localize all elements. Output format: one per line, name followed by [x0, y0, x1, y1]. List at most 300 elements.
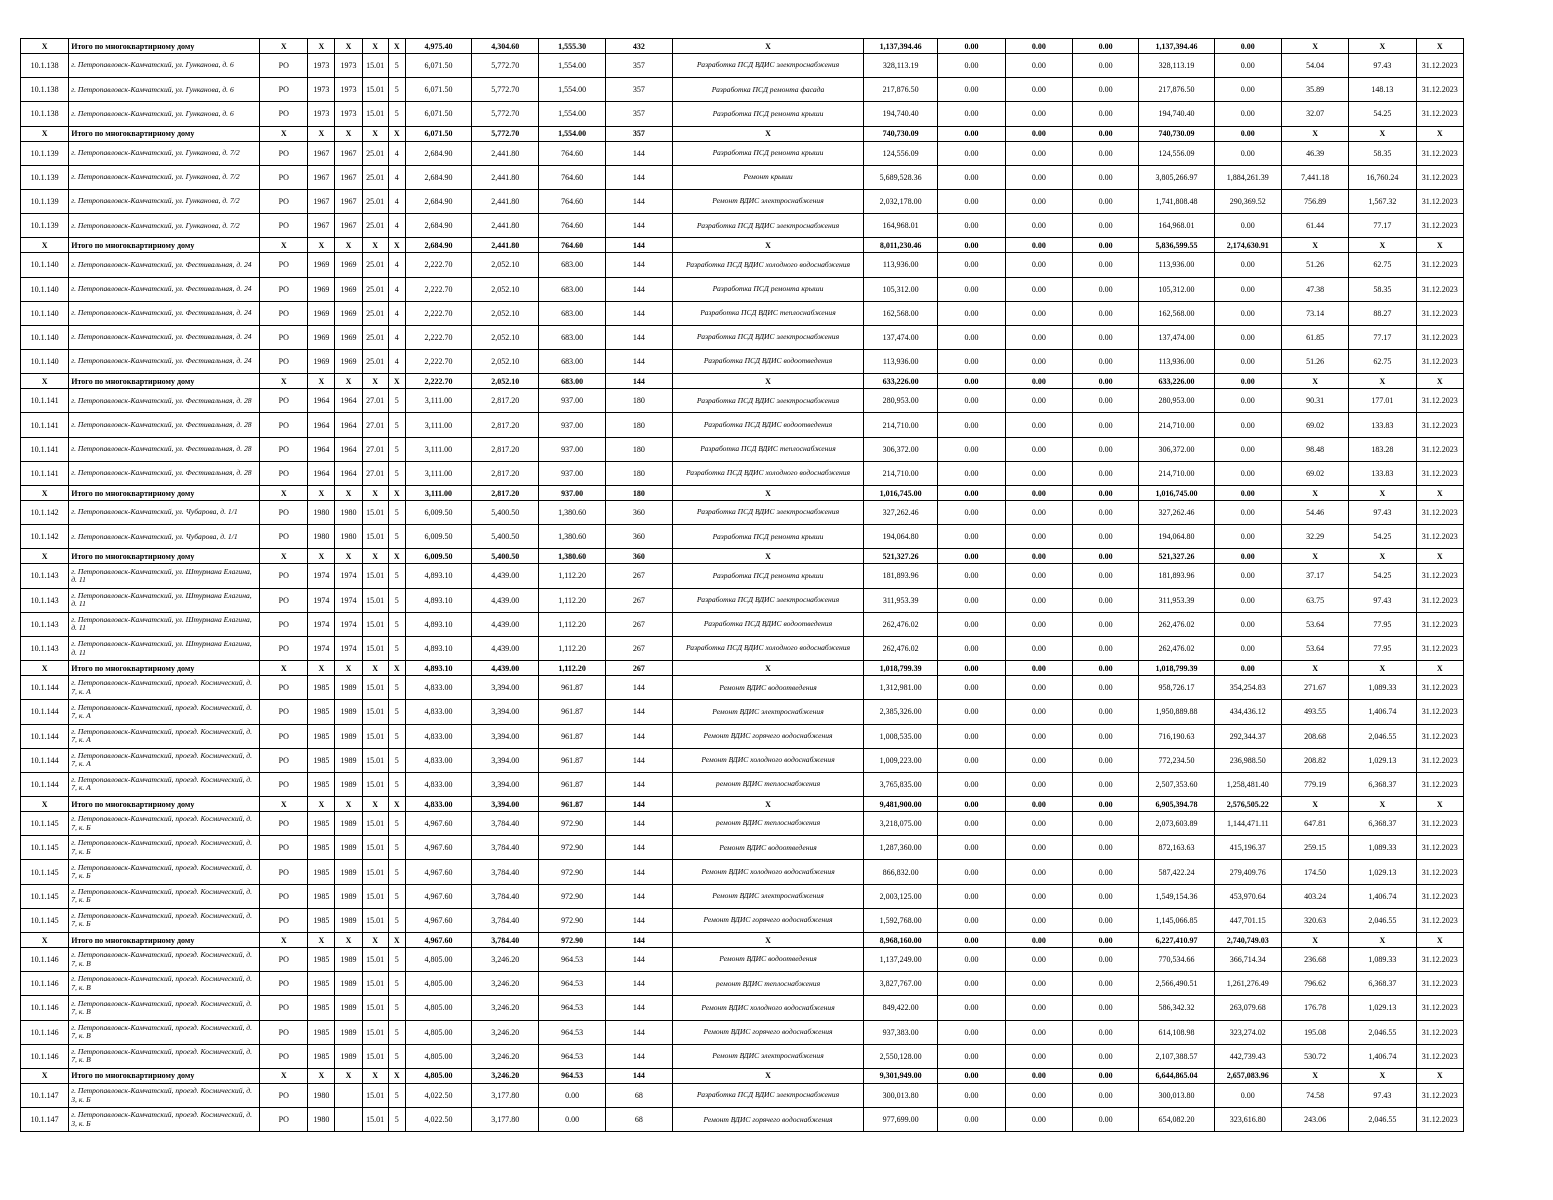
cell-limit-cost: 183.28 [1349, 437, 1416, 461]
cell-living-area: 3,246.20 [472, 1068, 539, 1083]
table-row [21, 772, 1464, 796]
cell-commission-year: 1969 [335, 301, 362, 325]
cell-total-area: 6,071.50 [405, 102, 471, 126]
cell-municipal-funds: 0.00 [1072, 126, 1138, 141]
cell-federal-funds: 0.00 [938, 277, 1005, 301]
cell-limit-cost: 2,046.55 [1349, 1108, 1416, 1132]
cell-regional-funds: 0.00 [1005, 860, 1072, 884]
cell-address: Итого по многоквартирному дому [69, 374, 260, 389]
cell-wall-material: 27.01 [362, 413, 388, 437]
table-row [21, 996, 1464, 1020]
cell-other-funds: 0.00 [1214, 461, 1281, 485]
cell-living-area: 3,784.40 [472, 812, 539, 836]
cell-commission-year: 1989 [335, 812, 362, 836]
cell-municipal-funds: 0.00 [1072, 1044, 1138, 1068]
cell-regional-funds: 0.00 [1005, 549, 1072, 564]
cell-total-cost: 866,832.00 [863, 860, 937, 884]
cell-total-area: 4,022.50 [405, 1108, 471, 1132]
cell-deadline: X [1416, 374, 1463, 389]
cell-owner-funds: 214,710.00 [1139, 461, 1214, 485]
cell-floors: X [388, 486, 405, 501]
cell-total-area: 4,967.60 [405, 836, 471, 860]
cell-municipal-funds: 0.00 [1072, 1108, 1138, 1132]
cell-residents: 180 [605, 486, 672, 501]
cell-living-area: 2,441.80 [472, 238, 539, 253]
cell-residents: 144 [605, 189, 672, 213]
cell-total-cost: 181,893.96 [863, 564, 937, 588]
cell-nonliving-area: 972.90 [539, 812, 605, 836]
cell-wall-material: 15.01 [362, 525, 388, 549]
cell-floors: X [388, 126, 405, 141]
cell-address: Итого по многоквартирному дому [69, 486, 260, 501]
cell-owner-funds: 633,226.00 [1139, 374, 1214, 389]
cell-federal-funds: 0.00 [938, 1020, 1005, 1044]
cell-federal-funds: 0.00 [938, 141, 1005, 165]
cell-total-area: 4,893.10 [405, 612, 471, 636]
cell-deadline: 31.12.2023 [1416, 884, 1463, 908]
cell-other-funds: 0.00 [1214, 636, 1281, 660]
cell-limit-cost: 133.83 [1349, 413, 1416, 437]
cell-unit-cost: X [1281, 374, 1348, 389]
cell-floors: 4 [388, 325, 405, 349]
cell-address: Итого по многоквартирному дому [69, 1068, 260, 1083]
cell-regional-funds: 0.00 [1005, 1083, 1072, 1107]
cell-owner-funds: 1,018,799.39 [1139, 661, 1214, 676]
cell-municipal-funds: 0.00 [1072, 1068, 1138, 1083]
cell-owner-funds: 311,953.39 [1139, 588, 1214, 612]
cell-residents: 144 [605, 797, 672, 812]
cell-owner-type: РО [260, 588, 308, 612]
cell-total-cost: 306,372.00 [863, 437, 937, 461]
cell-regional-funds: 0.00 [1005, 141, 1072, 165]
cell-federal-funds: 0.00 [938, 860, 1005, 884]
cell-owner-funds: 772,234.50 [1139, 748, 1214, 772]
cell-nonliving-area: 683.00 [539, 277, 605, 301]
cell-floors: 4 [388, 165, 405, 189]
cell-residents: 360 [605, 525, 672, 549]
cell-commission-year: 1969 [335, 350, 362, 374]
cell-other-funds: 453,970.64 [1214, 884, 1281, 908]
cell-build-year: 1964 [308, 389, 335, 413]
cell-municipal-funds: 0.00 [1072, 214, 1138, 238]
cell-limit-cost: X [1349, 549, 1416, 564]
cell-deadline: 31.12.2023 [1416, 564, 1463, 588]
cell-regional-funds: 0.00 [1005, 39, 1072, 54]
cell-deadline: 31.12.2023 [1416, 189, 1463, 213]
cell-regional-funds: 0.00 [1005, 748, 1072, 772]
cell-total-cost: 124,556.09 [863, 141, 937, 165]
cell-other-funds: 0.00 [1214, 325, 1281, 349]
cell-limit-cost: 2,046.55 [1349, 908, 1416, 932]
cell-deadline: 31.12.2023 [1416, 972, 1463, 996]
cell-wall-material: 15.01 [362, 1108, 388, 1132]
cell-other-funds: 263,079.68 [1214, 996, 1281, 1020]
cell-deadline: 31.12.2023 [1416, 350, 1463, 374]
cell-row-number: 10.1.145 [21, 836, 69, 860]
cell-deadline: 31.12.2023 [1416, 1083, 1463, 1107]
cell-federal-funds: 0.00 [938, 549, 1005, 564]
cell-owner-type: РО [260, 189, 308, 213]
cell-regional-funds: 0.00 [1005, 700, 1072, 724]
cell-municipal-funds: 0.00 [1072, 797, 1138, 812]
cell-residents: 144 [605, 700, 672, 724]
cell-federal-funds: 0.00 [938, 525, 1005, 549]
cell-deadline: 31.12.2023 [1416, 948, 1463, 972]
cell-total-area: 2,222.70 [405, 277, 471, 301]
cell-other-funds: 2,576,505.22 [1214, 797, 1281, 812]
cell-address: г. Петропавловск-Камчатский, ул. Гунканова, д. 6 [69, 78, 260, 102]
cell-owner-funds: 217,876.50 [1139, 78, 1214, 102]
cell-address: Итого по многоквартирному дому [69, 549, 260, 564]
total-row [21, 933, 1464, 948]
table-row [21, 78, 1464, 102]
cell-living-area: 3,784.40 [472, 860, 539, 884]
cell-municipal-funds: 0.00 [1072, 253, 1138, 277]
cell-regional-funds: 0.00 [1005, 165, 1072, 189]
cell-deadline: 31.12.2023 [1416, 636, 1463, 660]
cell-owner-funds: 262,476.02 [1139, 612, 1214, 636]
cell-owner-type: РО [260, 884, 308, 908]
cell-work-type: Ремонт ВДИС водоотведения [673, 836, 864, 860]
cell-floors: 5 [388, 588, 405, 612]
cell-owner-funds: 587,422.24 [1139, 860, 1214, 884]
cell-limit-cost: 77.95 [1349, 636, 1416, 660]
cell-unit-cost: X [1281, 39, 1348, 54]
cell-nonliving-area: 972.90 [539, 933, 605, 948]
cell-deadline: 31.12.2023 [1416, 437, 1463, 461]
cell-living-area: 3,246.20 [472, 948, 539, 972]
cell-other-funds: 2,174,630.91 [1214, 238, 1281, 253]
cell-work-type: Ремонт ВДИС водоотведения [673, 948, 864, 972]
cell-owner-type: РО [260, 437, 308, 461]
cell-total-cost: 1,287,360.00 [863, 836, 937, 860]
cell-federal-funds: 0.00 [938, 948, 1005, 972]
cell-commission-year: 1964 [335, 389, 362, 413]
cell-row-number: 10.1.144 [21, 772, 69, 796]
cell-floors: 5 [388, 772, 405, 796]
cell-build-year: X [308, 933, 335, 948]
cell-residents: 432 [605, 39, 672, 54]
cell-living-area: 5,772.70 [472, 78, 539, 102]
cell-build-year: 1964 [308, 413, 335, 437]
cell-unit-cost: 176.78 [1281, 996, 1348, 1020]
cell-commission-year: 1980 [335, 525, 362, 549]
cell-total-cost: 1,018,799.39 [863, 661, 937, 676]
cell-regional-funds: 0.00 [1005, 102, 1072, 126]
cell-other-funds: 0.00 [1214, 141, 1281, 165]
cell-limit-cost: 77.17 [1349, 325, 1416, 349]
cell-row-number: 10.1.144 [21, 700, 69, 724]
cell-owner-type: РО [260, 972, 308, 996]
cell-municipal-funds: 0.00 [1072, 972, 1138, 996]
cell-municipal-funds: 0.00 [1072, 102, 1138, 126]
cell-commission-year: 1973 [335, 78, 362, 102]
cell-commission-year: X [335, 549, 362, 564]
cell-total-area: 3,111.00 [405, 389, 471, 413]
cell-floors: 5 [388, 972, 405, 996]
cell-total-area: 4,833.00 [405, 797, 471, 812]
cell-owner-type: РО [260, 214, 308, 238]
cell-work-type: X [673, 549, 864, 564]
cell-commission-year: 1967 [335, 214, 362, 238]
cell-owner-type: РО [260, 413, 308, 437]
cell-owner-type: X [260, 797, 308, 812]
cell-row-number: 10.1.140 [21, 253, 69, 277]
table-row [21, 413, 1464, 437]
cell-limit-cost: 148.13 [1349, 78, 1416, 102]
cell-other-funds: 292,344.37 [1214, 724, 1281, 748]
cell-unit-cost: X [1281, 549, 1348, 564]
cell-row-number: 10.1.139 [21, 165, 69, 189]
cell-federal-funds: 0.00 [938, 350, 1005, 374]
cell-federal-funds: 0.00 [938, 884, 1005, 908]
cell-wall-material: 15.01 [362, 812, 388, 836]
cell-unit-cost: 51.26 [1281, 253, 1348, 277]
cell-floors: 5 [388, 996, 405, 1020]
cell-owner-type: РО [260, 277, 308, 301]
cell-deadline: X [1416, 1068, 1463, 1083]
cell-total-area: 4,967.60 [405, 908, 471, 932]
cell-unit-cost: 208.68 [1281, 724, 1348, 748]
cell-owner-type: РО [260, 301, 308, 325]
cell-floors: 5 [388, 636, 405, 660]
cell-total-area: 6,009.50 [405, 525, 471, 549]
cell-residents: 357 [605, 54, 672, 78]
cell-federal-funds: 0.00 [938, 486, 1005, 501]
cell-row-number: X [21, 486, 69, 501]
cell-wall-material: 15.01 [362, 996, 388, 1020]
cell-commission-year: 1974 [335, 588, 362, 612]
cell-residents: 144 [605, 277, 672, 301]
cell-floors: X [388, 238, 405, 253]
cell-address: г. Петропавловск-Камчатский, проезд. Космический, д. 7, к. Б [69, 908, 260, 932]
cell-unit-cost: 69.02 [1281, 413, 1348, 437]
cell-owner-type: РО [260, 78, 308, 102]
cell-commission-year: 1969 [335, 325, 362, 349]
cell-work-type: Разработка ПСД ремонта крыши [673, 525, 864, 549]
table-row [21, 189, 1464, 213]
cell-municipal-funds: 0.00 [1072, 325, 1138, 349]
cell-federal-funds: 0.00 [938, 564, 1005, 588]
cell-deadline: 31.12.2023 [1416, 748, 1463, 772]
cell-commission-year: 1974 [335, 564, 362, 588]
cell-unit-cost: 32.29 [1281, 525, 1348, 549]
cell-living-area: 3,394.00 [472, 772, 539, 796]
cell-floors: 5 [388, 501, 405, 525]
cell-residents: 144 [605, 836, 672, 860]
cell-unit-cost: 53.64 [1281, 612, 1348, 636]
cell-regional-funds: 0.00 [1005, 972, 1072, 996]
cell-limit-cost: 54.25 [1349, 525, 1416, 549]
cell-living-area: 2,052.10 [472, 253, 539, 277]
cell-limit-cost: 6,368.37 [1349, 772, 1416, 796]
cell-row-number: X [21, 374, 69, 389]
cell-deadline: X [1416, 797, 1463, 812]
cell-regional-funds: 0.00 [1005, 836, 1072, 860]
cell-commission-year: 1973 [335, 102, 362, 126]
cell-total-cost: 311,953.39 [863, 588, 937, 612]
cell-floors: X [388, 549, 405, 564]
cell-regional-funds: 0.00 [1005, 661, 1072, 676]
cell-owner-type: РО [260, 1108, 308, 1132]
cell-owner-funds: 105,312.00 [1139, 277, 1214, 301]
cell-total-cost: 5,689,528.36 [863, 165, 937, 189]
cell-owner-funds: 1,016,745.00 [1139, 486, 1214, 501]
cell-owner-type: РО [260, 461, 308, 485]
cell-total-cost: 9,481,900.00 [863, 797, 937, 812]
cell-row-number: 10.1.138 [21, 102, 69, 126]
cell-owner-funds: 262,476.02 [1139, 636, 1214, 660]
cell-limit-cost: X [1349, 933, 1416, 948]
cell-nonliving-area: 1,112.20 [539, 661, 605, 676]
cell-work-type: Разработка ПСД ремонта крыши [673, 141, 864, 165]
cell-address: г. Петропавловск-Камчатский, ул. Чубарова, д. 1/1 [69, 501, 260, 525]
cell-owner-type: РО [260, 1020, 308, 1044]
cell-address: Итого по многоквартирному дому [69, 797, 260, 812]
cell-work-type: Разработка ПСД ВДИС электроснабжения [673, 588, 864, 612]
cell-row-number: 10.1.140 [21, 325, 69, 349]
cell-total-cost: 262,476.02 [863, 636, 937, 660]
cell-work-type: X [673, 39, 864, 54]
cell-total-area: 4,967.60 [405, 933, 471, 948]
cell-limit-cost: 97.43 [1349, 501, 1416, 525]
cell-total-area: 3,111.00 [405, 413, 471, 437]
cell-work-type: Ремонт ВДИС горячего водоснабжения [673, 724, 864, 748]
cell-nonliving-area: 964.53 [539, 948, 605, 972]
cell-address: г. Петропавловск-Камчатский, проезд. Космический, д. 7, к. Б [69, 836, 260, 860]
cell-wall-material: X [362, 933, 388, 948]
cell-federal-funds: 0.00 [938, 676, 1005, 700]
cell-total-area: 2,684.90 [405, 141, 471, 165]
cell-regional-funds: 0.00 [1005, 1108, 1072, 1132]
cell-address: г. Петропавловск-Камчатский, ул. Фестивальная, д. 24 [69, 325, 260, 349]
cell-floors: 5 [388, 748, 405, 772]
cell-wall-material: 15.01 [362, 636, 388, 660]
cell-deadline: 31.12.2023 [1416, 461, 1463, 485]
cell-commission-year: 1989 [335, 836, 362, 860]
cell-municipal-funds: 0.00 [1072, 39, 1138, 54]
cell-limit-cost: 2,046.55 [1349, 1020, 1416, 1044]
cell-unit-cost: 46.39 [1281, 141, 1348, 165]
cell-floors: 5 [388, 676, 405, 700]
cell-commission-year: X [335, 1068, 362, 1083]
cell-total-area: 2,222.70 [405, 253, 471, 277]
cell-living-area: 2,441.80 [472, 214, 539, 238]
cell-build-year: 1985 [308, 884, 335, 908]
cell-wall-material: 15.01 [362, 836, 388, 860]
cell-floors: 5 [388, 413, 405, 437]
cell-total-cost: 162,568.00 [863, 301, 937, 325]
cell-limit-cost: 1,089.33 [1349, 948, 1416, 972]
cell-federal-funds: 0.00 [938, 1083, 1005, 1107]
cell-total-area: 4,893.10 [405, 661, 471, 676]
cell-address: Итого по многоквартирному дому [69, 933, 260, 948]
cell-work-type: Ремонт ВДИС электроснабжения [673, 884, 864, 908]
cell-living-area: 5,772.70 [472, 54, 539, 78]
cell-other-funds: 0.00 [1214, 277, 1281, 301]
cell-row-number: 10.1.138 [21, 54, 69, 78]
cell-residents: 144 [605, 724, 672, 748]
cell-living-area: 3,394.00 [472, 724, 539, 748]
cell-floors: 5 [388, 1020, 405, 1044]
cell-regional-funds: 0.00 [1005, 54, 1072, 78]
cell-municipal-funds: 0.00 [1072, 486, 1138, 501]
cell-municipal-funds: 0.00 [1072, 1020, 1138, 1044]
cell-floors: 4 [388, 253, 405, 277]
cell-living-area: 2,441.80 [472, 189, 539, 213]
cell-build-year: X [308, 374, 335, 389]
cell-limit-cost: 1,406.74 [1349, 1044, 1416, 1068]
cell-owner-type: X [260, 933, 308, 948]
cell-build-year: 1969 [308, 325, 335, 349]
cell-row-number: 10.1.144 [21, 724, 69, 748]
cell-floors: 5 [388, 1108, 405, 1132]
cell-nonliving-area: 937.00 [539, 389, 605, 413]
cell-federal-funds: 0.00 [938, 1044, 1005, 1068]
cell-municipal-funds: 0.00 [1072, 860, 1138, 884]
cell-build-year: 1967 [308, 165, 335, 189]
cell-address: г. Петропавловск-Камчатский, ул. Фестивальная, д. 24 [69, 301, 260, 325]
cell-build-year: 1985 [308, 700, 335, 724]
cell-federal-funds: 0.00 [938, 54, 1005, 78]
cell-wall-material: 15.01 [362, 78, 388, 102]
cell-owner-type: РО [260, 836, 308, 860]
cell-other-funds: 1,884,261.39 [1214, 165, 1281, 189]
cell-commission-year: X [335, 797, 362, 812]
cell-unit-cost: X [1281, 661, 1348, 676]
cell-limit-cost: 133.83 [1349, 461, 1416, 485]
cell-deadline: 31.12.2023 [1416, 301, 1463, 325]
cell-owner-funds: 300,013.80 [1139, 1083, 1214, 1107]
cell-build-year: X [308, 661, 335, 676]
cell-wall-material: 25.01 [362, 301, 388, 325]
cell-total-area: 4,805.00 [405, 1068, 471, 1083]
cell-municipal-funds: 0.00 [1072, 141, 1138, 165]
cell-unit-cost: 35.89 [1281, 78, 1348, 102]
cell-nonliving-area: 683.00 [539, 325, 605, 349]
cell-work-type: Разработка ПСД ремонта крыши [673, 277, 864, 301]
cell-limit-cost: 1,029.13 [1349, 748, 1416, 772]
cell-wall-material: 15.01 [362, 1083, 388, 1107]
cell-work-type: Разработка ПСД ремонта фасада [673, 78, 864, 102]
cell-build-year: X [308, 238, 335, 253]
cell-wall-material: 27.01 [362, 461, 388, 485]
cell-row-number: 10.1.143 [21, 588, 69, 612]
cell-living-area: 5,400.50 [472, 525, 539, 549]
cell-other-funds: 0.00 [1214, 253, 1281, 277]
table-row [21, 860, 1464, 884]
cell-federal-funds: 0.00 [938, 1108, 1005, 1132]
cell-build-year: 1985 [308, 772, 335, 796]
cell-address: г. Петропавловск-Камчатский, проезд. Космический, д. 7, к. В [69, 948, 260, 972]
cell-municipal-funds: 0.00 [1072, 676, 1138, 700]
cell-build-year: 1980 [308, 1083, 335, 1107]
cell-wall-material: 15.01 [362, 700, 388, 724]
cell-deadline: 31.12.2023 [1416, 325, 1463, 349]
cell-limit-cost: 1,029.13 [1349, 860, 1416, 884]
cell-limit-cost: 6,368.37 [1349, 812, 1416, 836]
cell-work-type: Разработка ПСД ВДИС водоотведения [673, 612, 864, 636]
cell-nonliving-area: 764.60 [539, 189, 605, 213]
cell-living-area: 5,772.70 [472, 102, 539, 126]
cell-owner-funds: 113,936.00 [1139, 253, 1214, 277]
cell-owner-funds: 327,262.46 [1139, 501, 1214, 525]
table-row [21, 724, 1464, 748]
cell-floors: 4 [388, 301, 405, 325]
cell-row-number: X [21, 797, 69, 812]
cell-owner-type: РО [260, 165, 308, 189]
cell-row-number: 10.1.146 [21, 948, 69, 972]
